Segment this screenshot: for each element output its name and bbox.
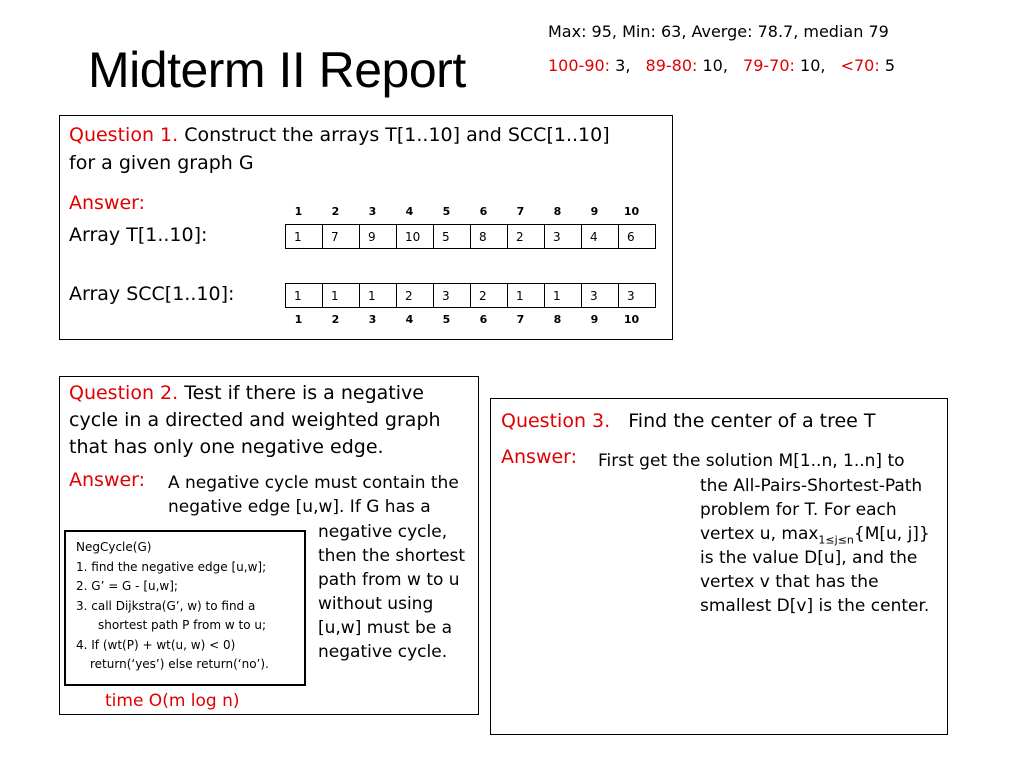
algo-step: 4. If (wt(P) + wt(u, w) < 0) (76, 637, 236, 652)
array-index: 10 (623, 205, 640, 218)
question-2-text: Test if there is a negative (184, 382, 424, 404)
question-3-answer-line: First get the solution M[1..n, 1..n] to (598, 451, 905, 471)
question-2-text-3: that has only one negative edge. (69, 436, 384, 458)
array-index: 2 (331, 205, 340, 218)
array-scc-table (285, 283, 656, 308)
question-1-text: Construct the arrays T[1..10] and SCC[1..10] (184, 124, 610, 146)
question-3-answer-line: vertex v that has the (700, 572, 879, 592)
array-index: 4 (405, 313, 414, 326)
array-index: 6 (479, 205, 488, 218)
array-cell: 1 (545, 284, 582, 308)
array-t-table (285, 224, 656, 249)
array-scc-label: Array SCC[1..10]: (69, 283, 235, 305)
algo-step: return(‘yes’) else return(‘no’). (90, 657, 269, 671)
array-index: 3 (368, 205, 377, 218)
array-cell: 3 (545, 225, 582, 249)
question-1-text-2: for a given graph G (69, 152, 254, 174)
range-label: 79-70: (743, 56, 795, 75)
algo-step: 2. G’ = G - [u,w]; (76, 579, 178, 593)
range-count: 3, (615, 56, 631, 75)
question-2-answer-line: [u,w] must be a (318, 618, 453, 638)
score-summary: Max: 95, Min: 63, Averge: 78.7, median 79 (548, 22, 889, 41)
negcycle-algorithm-box (64, 530, 306, 686)
array-index: 1 (294, 205, 303, 218)
array-cell: 8 (471, 225, 508, 249)
range-label: <70: (840, 56, 880, 75)
range-count: 5 (884, 56, 896, 75)
question-2-answer-line: A negative cycle must contain the (168, 473, 459, 493)
array-cell: 5 (434, 225, 471, 249)
array-index: 5 (442, 205, 451, 218)
array-index: 1 (294, 313, 303, 326)
array-index: 4 (405, 205, 414, 218)
max-subscript: 1≤j≤n (818, 533, 854, 547)
array-index: 2 (331, 313, 340, 326)
question-3-label: Question 3. (501, 410, 611, 432)
array-index: 9 (590, 313, 599, 326)
question-3-text: Find the center of a tree T (628, 410, 876, 432)
array-cell: 2 (508, 225, 545, 249)
array-index: 9 (590, 205, 599, 218)
max-argument: {M[u, j]} (853, 524, 930, 544)
array-cell: 1 (508, 284, 545, 308)
array-cell: 2 (397, 284, 434, 308)
question-2-answer-line: then the shortest (318, 546, 466, 566)
range-label: 100-90: (548, 56, 611, 75)
question-3-prompt (501, 408, 876, 435)
array-index: 7 (516, 205, 525, 218)
array-cell: 2 (471, 284, 508, 308)
score-ranges (548, 56, 895, 76)
array-cell: 4 (582, 225, 619, 249)
range-label: 89-80: (645, 56, 698, 75)
question-3-answer-line: is the value D[u], and the (700, 548, 918, 568)
array-index: 3 (368, 313, 377, 326)
question-3-answer-label: Answer: (501, 446, 578, 468)
array-cell: 1 (286, 284, 323, 308)
array-cell: 3 (434, 284, 471, 308)
range-count: 10, (702, 56, 728, 75)
question-1-label: Question 1. (69, 124, 179, 146)
array-index: 10 (623, 313, 640, 326)
question-2-answer-line: negative cycle, (318, 522, 448, 542)
question-2-answer-line: without using (318, 594, 434, 614)
array-cell: 3 (582, 284, 619, 308)
question-3-answer-line: problem for T. For each (700, 500, 897, 520)
algo-step: 1. find the negative edge [u,w]; (76, 559, 267, 574)
page-title: Midterm II Report (88, 42, 466, 98)
question-2-answer-line: path from w to u (318, 570, 460, 590)
question-1-prompt (69, 122, 610, 149)
algo-step: shortest path P from w to u; (98, 618, 267, 632)
range-count: 10, (800, 56, 826, 75)
algo-step: 3. call Dijkstra(G’, w) to find a (76, 598, 256, 613)
array-scc-indices (280, 313, 650, 326)
array-cell: 9 (360, 225, 397, 249)
question-2-answer-line: negative cycle. (318, 642, 448, 662)
array-cell: 1 (360, 284, 397, 308)
question-1-answer-label: Answer: (69, 192, 146, 214)
time-complexity: time O(m log n) (105, 691, 240, 711)
max-text: vertex u, max (700, 524, 819, 544)
question-3-answer-line: smallest D[v] is the center. (700, 596, 930, 616)
algo-title: NegCycle(G) (76, 540, 152, 554)
question-2-answer-label: Answer: (69, 469, 146, 491)
array-cell: 3 (619, 284, 656, 308)
question-2-label: Question 2. (69, 382, 179, 404)
array-index: 5 (442, 313, 451, 326)
array-index: 7 (516, 313, 525, 326)
array-cell: 1 (323, 284, 360, 308)
question-2-text-2: cycle in a directed and weighted graph (69, 409, 441, 431)
array-cell: 10 (397, 225, 434, 249)
array-cell: 6 (619, 225, 656, 249)
array-cell: 1 (286, 225, 323, 249)
array-index: 6 (479, 313, 488, 326)
array-index: 8 (553, 313, 562, 326)
array-t-indices (280, 205, 650, 218)
question-2-prompt (69, 380, 424, 407)
array-cell: 7 (323, 225, 360, 249)
array-index: 8 (553, 205, 562, 218)
array-t-label: Array T[1..10]: (69, 224, 208, 246)
question-3-answer-line: the All-Pairs-Shortest-Path (700, 476, 923, 496)
question-2-answer-line: negative edge [u,w]. If G has a (168, 497, 431, 517)
